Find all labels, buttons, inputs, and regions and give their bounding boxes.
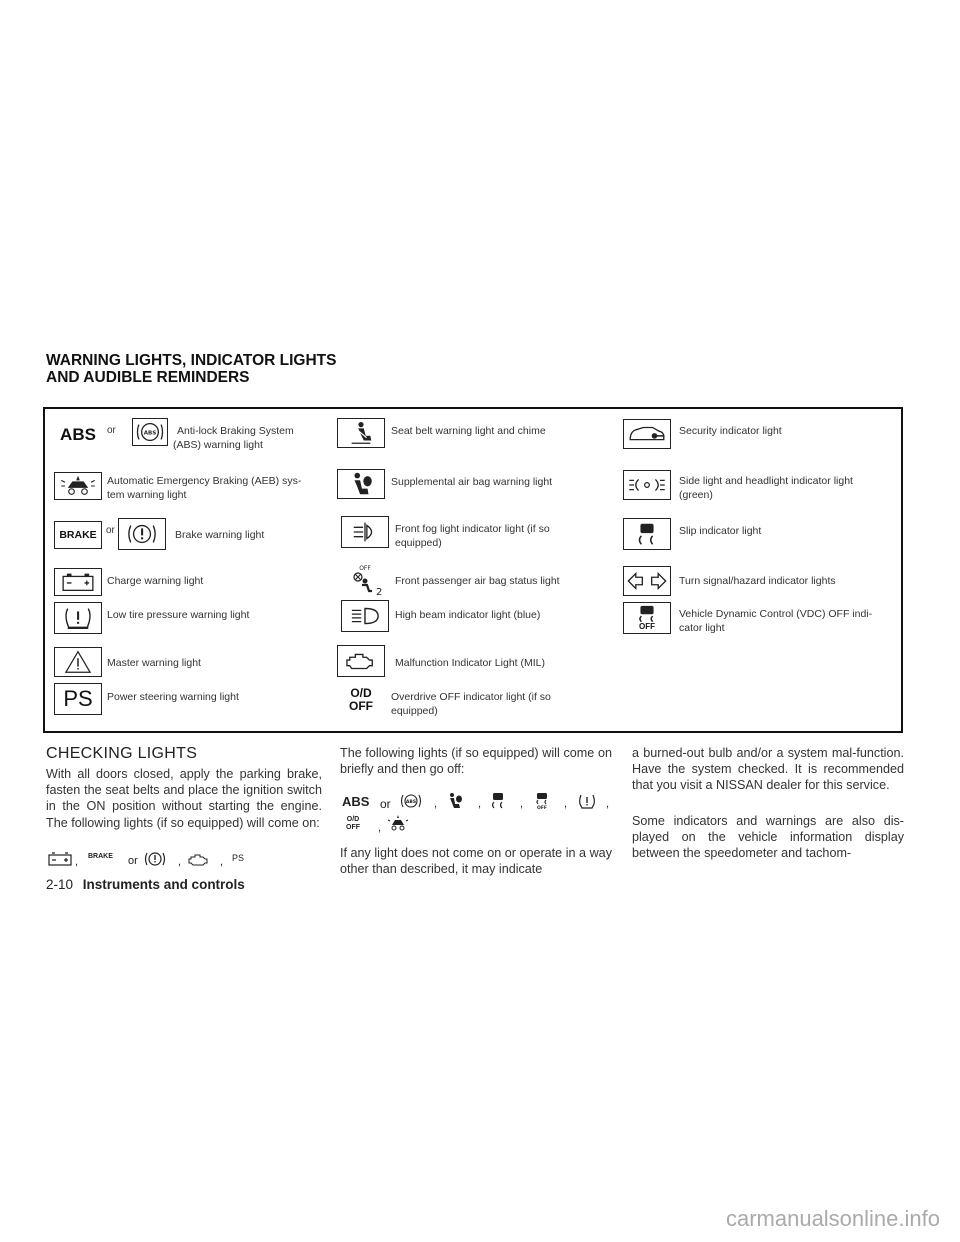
power-steering-icon <box>54 683 102 715</box>
turn-signal-icon <box>623 566 671 596</box>
master-warning-icon <box>54 647 102 677</box>
vdc-off-label <box>679 608 904 635</box>
aeb-icon <box>54 472 102 500</box>
inline-battery-icon <box>48 852 72 866</box>
ps-icon-text: PS <box>63 686 93 711</box>
inline-ps-text: PS <box>232 853 245 863</box>
overdrive-off-label <box>391 691 591 718</box>
inline-vdc-off-icon <box>532 792 552 810</box>
section-heading <box>46 352 336 386</box>
svg-text:ABS: ABS <box>143 430 157 437</box>
high-beam-label: High beam indicator light (blue) <box>395 609 541 621</box>
abs-circle-icon <box>132 418 168 446</box>
vdc-off-icon <box>623 602 671 634</box>
heading-line-2: AND AUDIBLE REMINDERS <box>46 369 250 386</box>
page-footer <box>46 877 245 892</box>
side-light-label-line-1: Side light and headlight indicator light <box>679 475 853 487</box>
abs-label-line-1: Anti-lock Braking System <box>177 425 294 437</box>
airbag-status-off-text: OFF <box>359 565 371 572</box>
svg-text:2: 2 <box>376 587 383 598</box>
brake-icon-text: BRAKE <box>59 529 97 541</box>
inline-brake-text: BRAKE <box>88 853 113 860</box>
slip-label: Slip indicator light <box>679 525 762 537</box>
od-text: O/D <box>350 686 372 700</box>
inline-off-text: OFF <box>346 824 360 831</box>
brake-warning-label: Brake warning light <box>175 529 265 541</box>
abs-text-icon <box>54 421 102 449</box>
seat-belt-label: Seat belt warning light and chime <box>391 425 546 437</box>
sep: , <box>478 798 482 810</box>
checking-para-3: If any light does not come on or operate in a way other than described, it may indicate <box>340 846 612 877</box>
aeb-label-line-2: tem warning light <box>107 488 187 501</box>
inline-brake-circle-icon <box>142 850 168 868</box>
sep: , <box>378 822 382 834</box>
od-off-icon-text <box>337 683 385 717</box>
inline-engine-icon <box>186 852 212 866</box>
power-steering-label: Power steering warning light <box>107 691 239 703</box>
od-label-line-1: Overdrive OFF indicator light (if so <box>391 691 551 703</box>
sep: , <box>434 798 438 810</box>
inline-aeb-icon <box>386 814 410 832</box>
seat-belt-icon <box>337 418 385 448</box>
page-number: 2-10 <box>46 877 74 892</box>
overdrive-off-icon <box>337 683 385 717</box>
checking-lights-title: CHECKING LIGHTS <box>46 745 198 762</box>
checking-para-5: Some indicators and warnings are also dis-played on the vehicle information display between the speedometer and tachom- <box>632 814 904 861</box>
aeb-warning-label <box>107 475 332 502</box>
sep: , <box>220 856 224 868</box>
passenger-airbag-label: Front passenger air bag status light <box>395 575 560 587</box>
or-text: or <box>107 425 116 436</box>
master-warning-label: Master warning light <box>107 657 201 669</box>
vdc-off-text: OFF <box>639 621 655 631</box>
checking-para-1: With all doors closed, apply the parking brake, fasten the seat belts and place the ignition switch in the ON position without starting the engine. The following lights (if so equipped) will come on: <box>46 767 322 830</box>
side-light-label-line-2: (green) <box>679 488 713 501</box>
inline-od-text: O/D <box>346 816 360 823</box>
checking-para-2: The following lights (if so equipped) will come on briefly and then go off: <box>340 746 612 777</box>
svg-text:OFF: OFF <box>537 806 547 810</box>
inline-abs-circle-icon <box>398 792 424 810</box>
security-car-key-icon <box>623 419 671 449</box>
sep: , <box>75 856 79 868</box>
sep: , <box>564 798 568 810</box>
checking-para-4: a burned-out bulb and/or a system mal-function. Have the system checked. It is recommended that you visit a NISSAN dealer for this service. <box>632 746 904 793</box>
sep: , <box>178 856 182 868</box>
front-fog-icon <box>341 516 389 548</box>
mil-label: Malfunction Indicator Light (MIL) <box>395 657 545 669</box>
tire-pressure-icon <box>54 602 102 634</box>
battery-icon <box>54 568 102 596</box>
inline-or: or <box>380 797 391 811</box>
slip-indicator-icon <box>623 518 671 550</box>
or-text: or <box>106 525 115 536</box>
section-name: Instruments and controls <box>82 877 245 892</box>
front-fog-label-line-1: Front fog light indicator light (if so <box>395 523 550 535</box>
inline-or: or <box>128 855 138 867</box>
vdc-label-line-2: cator light <box>679 621 725 634</box>
vdc-label-line-1: Vehicle Dynamic Control (VDC) OFF indi- <box>679 608 873 620</box>
charge-warning-label: Charge warning light <box>107 575 204 587</box>
off-text: OFF <box>349 699 373 713</box>
inline-icons-middle <box>340 792 612 836</box>
watermark: carmanualsonline.info <box>725 1206 940 1231</box>
brake-circle-icon <box>118 518 166 550</box>
front-fog-label-line-2: equipped) <box>395 536 442 549</box>
heading-line-1: WARNING LIGHTS, INDICATOR LIGHTS <box>46 352 337 369</box>
abs-label-line-2: (ABS) warning light <box>173 438 263 451</box>
inline-abs-text: ABS <box>342 794 370 809</box>
engine-icon <box>337 645 385 677</box>
warning-lights-table <box>43 407 903 733</box>
front-fog-label <box>395 523 595 550</box>
tire-pressure-label: Low tire pressure warning light <box>107 609 250 621</box>
aeb-label-line-1: Automatic Emergency Braking (AEB) sys- <box>107 475 302 487</box>
od-label-line-2: equipped) <box>391 704 438 717</box>
passenger-airbag-off-icon <box>341 563 389 599</box>
security-label: Security indicator light <box>679 425 782 437</box>
inline-slip-icon <box>488 792 508 810</box>
side-light-icon <box>623 470 671 500</box>
airbag-icon <box>337 469 385 499</box>
high-beam-icon <box>341 600 389 632</box>
abs-icon-text: ABS <box>60 425 96 444</box>
abs-warning-label <box>173 425 323 452</box>
svg-text:ABS: ABS <box>405 800 417 805</box>
brake-text-icon <box>54 521 102 549</box>
inline-tire-icon <box>576 792 598 810</box>
inline-icons-left <box>46 850 246 870</box>
turn-signal-label: Turn signal/hazard indicator lights <box>679 575 836 587</box>
airbag-label: Supplemental air bag warning light <box>391 476 553 488</box>
sep: , <box>606 798 610 810</box>
side-light-label <box>679 475 904 502</box>
inline-od-off-icon <box>346 816 360 832</box>
sep: , <box>520 798 524 810</box>
inline-airbag-icon <box>444 792 466 810</box>
